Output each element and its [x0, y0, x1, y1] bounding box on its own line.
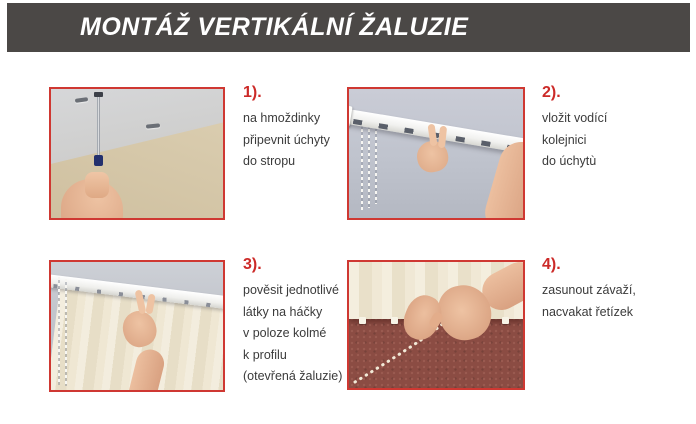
rail-end-cap — [347, 105, 353, 127]
page-title: MONTÁŽ VERTIKÁLNÍ ŽALUZIE — [80, 13, 469, 41]
step-3-photo — [49, 260, 225, 392]
instruction-line: do úchytù — [542, 154, 597, 168]
step-number: 4). — [542, 256, 561, 273]
instruction-line: kolejnici — [542, 132, 587, 147]
control-chain — [368, 117, 370, 207]
step-4-photo — [347, 260, 525, 390]
instruction-line: v poloze kolmé — [243, 326, 327, 340]
hand-fingers — [85, 172, 109, 198]
ceiling-bracket — [94, 92, 103, 97]
step-4-caption — [542, 256, 636, 323]
step-1-caption — [243, 84, 330, 173]
step-number: 2). — [542, 84, 561, 101]
instruction-line: (otevřená žaluzie) — [243, 369, 343, 383]
instruction-line: látky na háčky — [243, 304, 323, 319]
control-chain — [361, 117, 363, 210]
control-chain — [375, 119, 377, 204]
instruction-line: k profilu — [243, 347, 287, 362]
step-number: 1). — [243, 84, 262, 101]
instruction-line: připevnit úchyty — [243, 132, 330, 147]
instruction-line: pověsit jednotlivé — [243, 283, 339, 297]
step-2-caption — [542, 84, 607, 173]
step-number: 3). — [243, 256, 262, 273]
step-3-caption — [243, 256, 342, 388]
instruction-line: zasunout závaží, — [542, 283, 636, 297]
header-bar — [7, 3, 690, 52]
control-chain — [65, 279, 67, 387]
instruction-line: do stropu — [243, 154, 296, 168]
control-chain — [58, 277, 60, 385]
instruction-line: na hmoždinky — [243, 111, 321, 125]
step-1-photo — [49, 87, 225, 220]
instruction-line: vložit vodící — [542, 111, 608, 125]
step-2-photo — [347, 87, 525, 220]
screwdriver-shaft — [97, 94, 100, 157]
instruction-line: nacvakat řetízek — [542, 304, 634, 319]
